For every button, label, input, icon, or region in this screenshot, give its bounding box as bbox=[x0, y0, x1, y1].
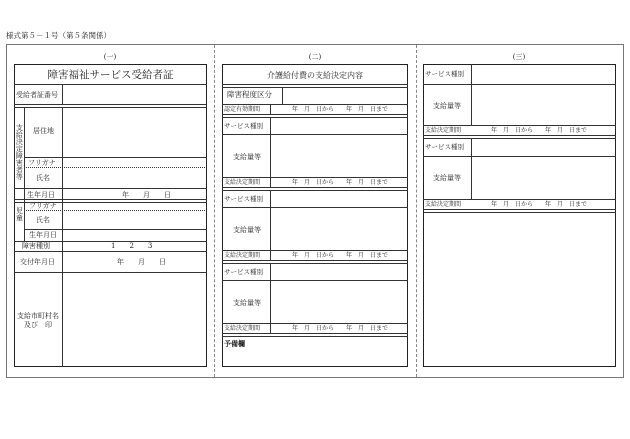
disability-type-values: 1 2 3 bbox=[111, 242, 153, 250]
service-type-label: サービス種別 bbox=[224, 268, 263, 276]
cert-period-label: 認定有効期間 bbox=[224, 106, 261, 113]
fold-line-2 bbox=[416, 45, 417, 377]
disability-type-label: 障害種別 bbox=[22, 242, 50, 250]
issue-date-value: 年 月 日 bbox=[117, 258, 166, 266]
decision-period-range: 年 月 日から 年 月 日まで bbox=[292, 325, 389, 332]
decision-period-range: 年 月 日から 年 月 日まで bbox=[292, 179, 389, 186]
address-label: 居住地 bbox=[33, 127, 54, 135]
decision-period-label: 支給決定期間 bbox=[224, 179, 261, 186]
panel-3-label: (三) bbox=[512, 53, 526, 61]
service-type-label: サービス種別 bbox=[224, 122, 263, 130]
decision-period-range: 年 月 日から 年 月 日まで bbox=[491, 127, 588, 134]
cert-period-range: 年 月 日から 年 月 日まで bbox=[292, 106, 389, 113]
guardian-group-label: 支給決定障害者等 bbox=[15, 124, 24, 180]
panel-2-label: (二) bbox=[308, 53, 322, 61]
certificate-title: 障害福祉サービス受給者証 bbox=[47, 69, 174, 81]
decision-period-range: 年 月 日から 年 月 日まで bbox=[292, 252, 389, 259]
furigana-label: フリガナ bbox=[28, 159, 56, 167]
recipient-number-label: 受給者証番号 bbox=[16, 91, 58, 99]
amount-label: 支給量等 bbox=[433, 174, 461, 182]
amount-label: 支給量等 bbox=[233, 153, 261, 161]
decision-period-label: 支給決定期間 bbox=[425, 127, 462, 134]
degree-label: 障害程度区分 bbox=[227, 90, 272, 99]
municipality-label: 支給市町村名 及び 印 bbox=[17, 312, 59, 330]
amount-label: 支給量等 bbox=[233, 226, 261, 234]
dob-label: 生年月日 bbox=[27, 191, 55, 199]
fold-line-1 bbox=[214, 45, 215, 377]
dob-date: 年 月 日 bbox=[122, 191, 171, 199]
child-dob-label: 生年月日 bbox=[29, 231, 57, 239]
decision-period-label: 支給決定期間 bbox=[425, 201, 462, 208]
service-type-label: サービス種別 bbox=[425, 70, 464, 78]
decision-period-label: 支給決定期間 bbox=[224, 252, 261, 259]
child-name-label: 氏名 bbox=[36, 216, 50, 224]
name-label: 氏名 bbox=[36, 174, 50, 182]
decision-period-range: 年 月 日から 年 月 日まで bbox=[491, 201, 588, 208]
remarks-label: 予備欄 bbox=[224, 339, 245, 348]
form-number: 様式第５－１号（第５条関係） bbox=[6, 31, 111, 40]
child-furigana-label: フリガナ bbox=[29, 202, 57, 210]
decision-title: 介護給付費の支給決定内容 bbox=[267, 71, 363, 80]
panel-1-label: (一) bbox=[103, 53, 117, 61]
amount-label: 支給量等 bbox=[233, 299, 261, 307]
service-type-label: サービス種別 bbox=[224, 195, 263, 203]
amount-label: 支給量等 bbox=[433, 102, 461, 110]
issue-date-label: 交付年月日 bbox=[20, 258, 55, 266]
decision-period-label: 支給決定期間 bbox=[224, 325, 261, 332]
service-type-label: サービス種別 bbox=[425, 143, 464, 151]
child-group-label: 児童 bbox=[15, 207, 24, 221]
